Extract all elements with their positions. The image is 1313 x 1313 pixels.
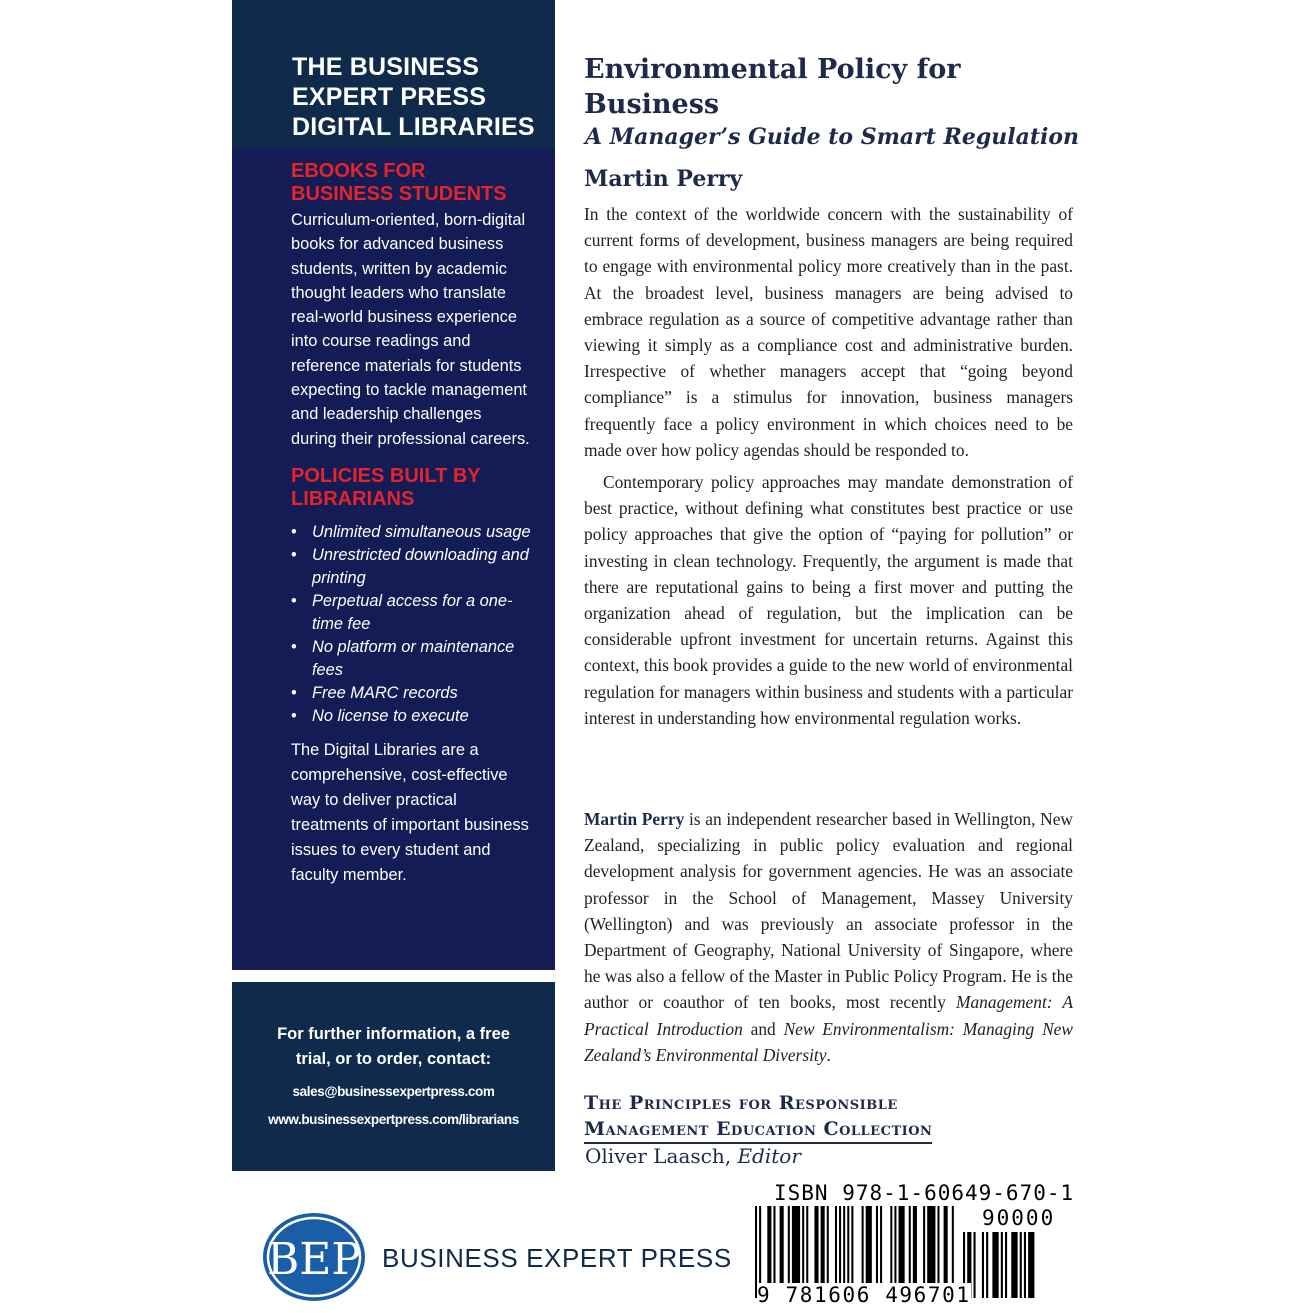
list-item-text: Unlimited simultaneous usage bbox=[312, 522, 531, 541]
bep-logo-icon bbox=[262, 1212, 366, 1302]
list-item-text: No license to execute bbox=[312, 706, 469, 725]
bio-text: is an independent researcher based in Wellington, New Zealand, specializing in public policy evaluation and regional development analysis for government agencies. He was an associate professor in the School of Management, Massey University (Wellington) and was previously an associate professor in the Department of Geography, National University of Singapore, where he was also a fellow of the Master in Public Policy Program. He is the author or coauthor of ten books, most recently bbox=[584, 809, 1073, 1013]
bullet: • bbox=[291, 683, 297, 702]
sidebar-header-panel bbox=[232, 0, 555, 148]
editor-name: Oliver Laasch bbox=[585, 1144, 725, 1168]
author-bio bbox=[584, 806, 1073, 1068]
list-item bbox=[291, 544, 531, 590]
collection-name bbox=[584, 1090, 932, 1144]
barcode-digits: 9 781606 496701 bbox=[757, 1283, 971, 1307]
barcode-bar bbox=[986, 1232, 988, 1298]
bio-text: and bbox=[742, 1018, 784, 1039]
book-subtitle: A Manager’s Guide to Smart Regulation bbox=[585, 124, 1080, 150]
bullet: • bbox=[291, 545, 297, 564]
list-item-text: Unrestricted downloading and printing bbox=[312, 545, 529, 587]
bio-text: . bbox=[826, 1044, 831, 1065]
list-item-text: No platform or maintenance fees bbox=[312, 637, 515, 679]
policy-list bbox=[291, 521, 531, 728]
bio-name: Martin Perry bbox=[584, 809, 685, 829]
list-item bbox=[291, 682, 531, 705]
bio-book-title: New Environmentalism: Managing New Zealand’s Environmental Diversity bbox=[584, 1018, 1073, 1065]
book-description bbox=[584, 201, 1073, 731]
barcode-bar bbox=[1028, 1232, 1034, 1298]
editor-role: Editor bbox=[737, 1144, 801, 1168]
contact-website-link[interactable]: www.businessexpertpress.com/librarians bbox=[268, 1112, 519, 1127]
author-name: Martin Perry bbox=[584, 166, 743, 192]
section-heading-policies: POLICIES BUILT BY LIBRARIANS bbox=[291, 464, 481, 510]
isbn-text: ISBN 978-1-60649-670-1 bbox=[774, 1181, 1075, 1205]
editor-separator: , bbox=[724, 1144, 738, 1168]
collection-line-1: The Principles for Responsible bbox=[584, 1092, 898, 1114]
contact-panel bbox=[232, 982, 555, 1171]
sidebar-content bbox=[291, 160, 531, 888]
section-heading-ebooks: EBOOKS FOR BUSINESS STUDENTS bbox=[291, 160, 507, 205]
description-paragraph: In the context of the worldwide concern with the sustainability of current forms of development, business managers are being required to engage with environmental policy more creatively than in the past. At the broadest level, business managers are being advised to embrace regulation as a source of competitive advantage rather than viewing it simply as a compliance cost and administrative burden. Irrespective of whether managers accept that “going beyond compliance” is a stimulus for innovation, business managers frequently face a policy environment in which choices need to be made over how policy agendas should be responded to. bbox=[584, 204, 1073, 460]
bullet: • bbox=[291, 522, 297, 541]
price-code-text: 90000 bbox=[982, 1206, 1056, 1230]
barcode-bar bbox=[1005, 1232, 1007, 1298]
collection-line-2: Management Education Collection bbox=[584, 1116, 932, 1144]
price-barcode-icon bbox=[963, 1232, 1065, 1298]
section-body-ebooks: Curriculum-oriented, born-digital books for advanced business students, written by academic thought leaders who translate real-world business experience into course readings and reference materials for students expecting to tackle management and leadership challenges during their professional careers. bbox=[291, 211, 530, 448]
description-paragraph: Contemporary policy approaches may mandate demonstration of best practice, without defining what constitutes best practice or use policy approaches that give the option of “paying for pollution” or investing in clean technology. Frequently, the argument is made that there are reputational gains to being a first mover and putting the organization ahead of regulation, but the implication can be considerable upfront investment for uncertain returns. Against this context, this book provides a guide to the new world of environmental regulation for managers within business and students with a particular interest in understanding how environmental regulation works. bbox=[584, 472, 1073, 728]
bep-logo-text: BEP bbox=[266, 1234, 362, 1285]
sidebar-closing-text: The Digital Libraries are a comprehensive, cost-effective way to deliver practical treatments of important business issues to every student and faculty member. bbox=[291, 740, 529, 884]
list-item-text: Free MARC records bbox=[312, 683, 458, 702]
contact-lead-text: For further information, a free trial, or to order, contact: bbox=[277, 1025, 510, 1068]
sidebar-info-panel bbox=[232, 148, 555, 970]
bio-book-title: Management: A Practical Introduction bbox=[584, 992, 1073, 1039]
list-item bbox=[291, 590, 531, 636]
book-title: Environmental Policy for Business bbox=[584, 54, 961, 120]
list-item bbox=[291, 521, 531, 544]
list-item bbox=[291, 705, 531, 728]
bullet: • bbox=[291, 591, 297, 610]
list-item-text: Perpetual access for a one-time fee bbox=[312, 591, 513, 633]
sidebar-heading: THE BUSINESS EXPERT PRESS DIGITAL LIBRARIES bbox=[292, 53, 535, 141]
barcode-bar bbox=[1011, 1232, 1017, 1298]
barcode-bar bbox=[1020, 1232, 1022, 1298]
publisher-name: BUSINESS EXPERT PRESS bbox=[382, 1243, 732, 1273]
barcode-bar bbox=[1001, 1232, 1003, 1298]
bullet: • bbox=[291, 637, 297, 656]
barcode-bar bbox=[1024, 1232, 1026, 1298]
contact-email-link[interactable]: sales@businessexpertpress.com bbox=[292, 1084, 495, 1099]
barcode-bar bbox=[992, 1232, 998, 1298]
bullet: • bbox=[291, 706, 297, 725]
editor-credit bbox=[585, 1144, 801, 1168]
list-item bbox=[291, 636, 531, 682]
barcode-bar bbox=[982, 1232, 984, 1298]
barcode-bar bbox=[974, 1232, 976, 1298]
